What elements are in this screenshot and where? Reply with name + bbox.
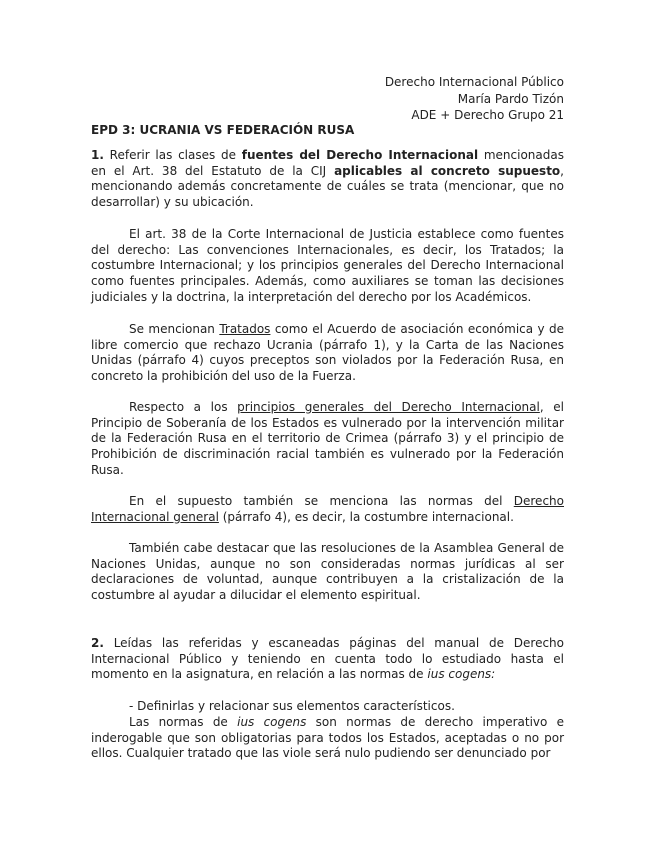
question-1: 1. Referir las clases de fuentes del Derecho Internacional mencionadas en el Art. 38 del Estatuto de la CIJ aplicables al concreto supuesto, mencionando además concretamente de cuáles se trata (mencionar, que no desarrollar) y su ubicación. xyxy=(91,148,564,210)
paragraph-ius-cogens: Las normas de ius cogens son normas de derecho imperativo e inderogable que son obligatorias para todos los Estados, aceptadas o no por ellos. Cualquier tratado que las viole será nulo pudiendo ser denunciado por xyxy=(91,715,565,761)
underlined-general-principles: principios generales del Derecho Internacional xyxy=(237,400,540,414)
paragraph-general-principles: Respecto a los principios generales del Derecho Internacional, el Principio de Soberanía de los Estados es vulnerado por la intervención militar de la Federación Rusa en el territorio de Crimea (párrafo 3) y el principio de Prohibición de discriminación racial también es vulnerado por la Federación Rusa. xyxy=(91,400,564,477)
paragraph-general-law: En el supuesto también se menciona las normas del Derecho Internacional general (párrafo 4), es decir, la costumbre internacional. xyxy=(91,494,564,524)
document-title: EPD 3: UCRANIA VS FEDERACIÓN RUSA xyxy=(91,123,355,137)
paragraph-un-resolutions: También cabe destacar que las resoluciones de la Asamblea General de Naciones Unidas, aunque no son consideradas normas jurídicas al ser declaraciones de voluntad, aunque contribuyen a la cristalización de la costumbre al ayudar a dilucidar el elemento espiritual. xyxy=(91,541,564,603)
question-2-number: 2. xyxy=(91,636,104,650)
document-header xyxy=(385,74,564,124)
underlined-general-law: Derecho Internacional general xyxy=(91,494,564,524)
paragraph-article-38: El art. 38 de la Corte Internacional de Justicia establece como fuentes del derecho: Las convenciones Internacionales, es decir, los Tratados; la costumbre Internacional; y los principios generales del Derecho Internacional como fuentes principales. Además, como auxiliares se toman las decisiones judiciales y la doctrina, la interpretación del derecho por los Académicos. xyxy=(91,227,564,304)
question-1-bold-sources: fuentes del Derecho Internacional xyxy=(241,148,479,162)
italic-ius-cogens-2: ius cogens xyxy=(237,715,307,729)
paragraph-treaties: Se mencionan Tratados como el Acuerdo de asociación económica y de libre comercio que rechazo Ucrania (párrafo 1), y la Carta de las Naciones Unidas (párrafo 4) cuyos preceptos son violados por la Federación Rusa, en concreto la prohibición del uso de la Fuerza. xyxy=(91,322,564,384)
question-1-number: 1. xyxy=(91,148,104,162)
italic-ius-cogens: ius cogens: xyxy=(427,667,496,682)
underlined-treaties: Tratados xyxy=(219,322,271,336)
question-2: 2. Leídas las referidas y escaneadas páginas del manual de Derecho Internacional Público y teniendo en cuenta todo lo estudiado hasta el momento en la asignatura, en relación a las normas de ius cogens: xyxy=(91,636,564,682)
header-course: Derecho Internacional Público xyxy=(384,75,564,89)
header-author: María Pardo Tizón xyxy=(457,91,564,106)
question-1-bold-applicable: aplicables al concreto supuesto xyxy=(334,163,561,178)
header-group: ADE + Derecho Grupo 21 xyxy=(411,108,564,122)
sub-question-define: - Definirlas y relacionar sus elementos característicos. xyxy=(129,699,455,713)
